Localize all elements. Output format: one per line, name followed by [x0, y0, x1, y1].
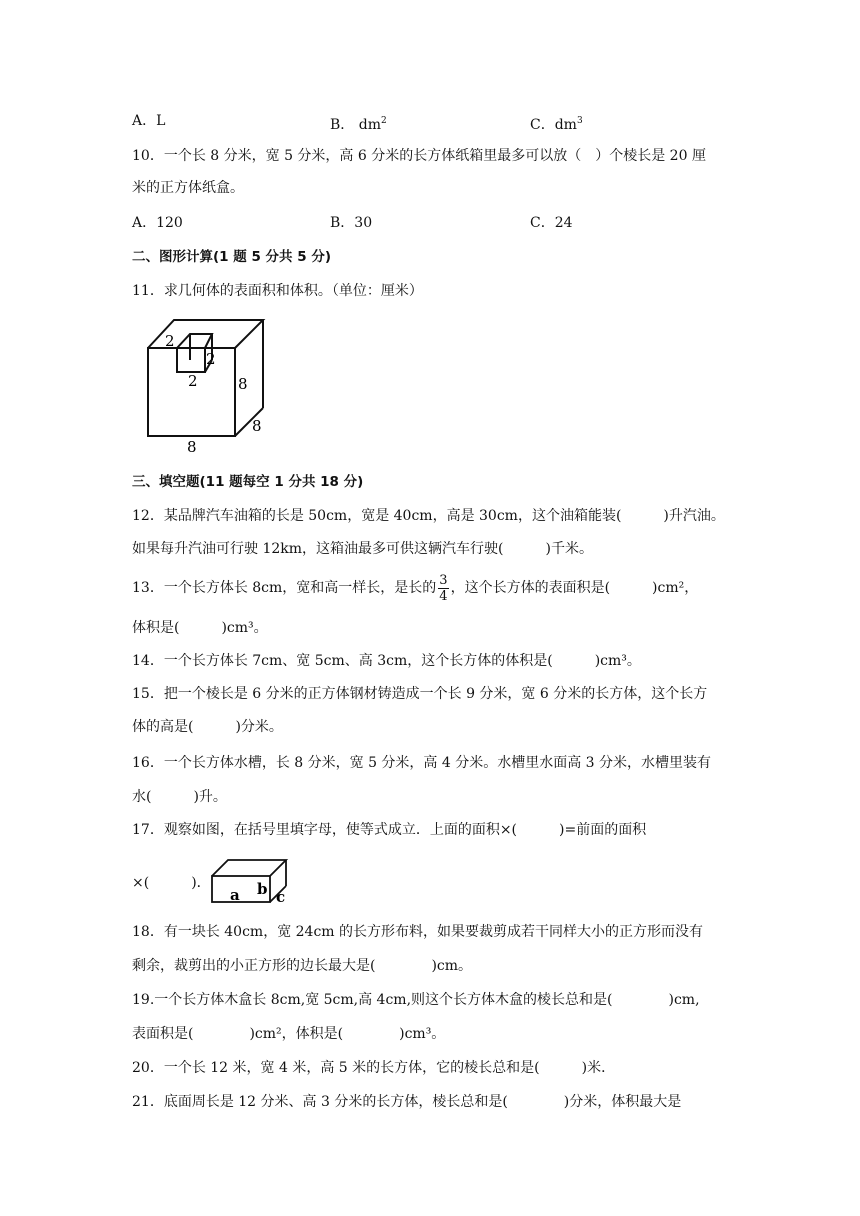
q10-line2: 米的正方体纸盒。	[132, 180, 244, 196]
q17-line2: ×( )．	[132, 875, 211, 891]
q13-fraction	[438, 573, 448, 604]
q10-option-a: A．120	[132, 215, 183, 231]
q13-fraction-numerator: 3	[439, 572, 448, 588]
q9-option-b-exp: 2	[381, 116, 387, 126]
q9-option-a: A．L	[132, 113, 166, 129]
q17-figure	[208, 856, 294, 906]
q13-line1	[132, 571, 698, 605]
q11-label-notch-right: 2	[206, 350, 216, 368]
q17-label-a: a	[230, 886, 240, 904]
q11-figure	[140, 312, 280, 457]
q13-line2: 体积是( )cm³。	[132, 620, 268, 636]
q15-line1: 15．把一个棱长是 6 分米的正方体钢材铸造成一个长 9 分米，宽 6 分米的长方体，这个长方	[132, 686, 708, 702]
section-2-heading: 二、图形计算(1 题 5 分共 5 分)	[132, 249, 332, 265]
q16-line1: 16．一个长方体水槽，长 8 分米，宽 5 分米，高 4 分米。水槽里水面高 3 分米，水槽里装有	[132, 755, 712, 771]
q11-label-width: 8	[187, 438, 197, 456]
q13-text-post: ，这个长方体的表面积是( )cm²，	[450, 580, 699, 596]
q19-line1: 19.一个长方体木盒长 8cm,宽 5cm,高 4cm,则这个长方体木盒的棱长总和是( )cm,	[132, 992, 700, 1008]
q20-text: 20．一个长 12 米，宽 4 米，高 5 米的长方体，它的棱长总和是( )米．	[132, 1060, 616, 1076]
q9-option-b-label: B．	[330, 117, 355, 133]
q18-line1: 18．有一块长 40cm，宽 24cm 的长方形布料，如果要裁剪成若干同样大小的正方形而没有	[132, 924, 704, 940]
q9-option-c	[530, 111, 583, 135]
q11-label-notch-top: 2	[165, 332, 175, 350]
q9-option-b	[330, 111, 387, 135]
q11-label-depth: 8	[252, 417, 262, 435]
q11-text: 11．求几何体的表面积和体积。（单位：厘米）	[132, 283, 423, 299]
q17-label-b: b	[257, 880, 268, 898]
section-3-heading: 三、填空题(11 题每空 1 分共 18 分)	[132, 474, 364, 490]
q9-option-b-unit: dm	[358, 117, 381, 133]
q12-line1: 12．某品牌汽车油箱的长是 50cm，宽是 40cm，高是 30cm，这个油箱能装( )升汽油。	[132, 508, 725, 524]
q21-text: 21．底面周长是 12 分米、高 3 分米的长方体，棱长总和是( )分米，体积最大是	[132, 1094, 682, 1110]
q12-line2: 如果每升汽油可行驶 12km，这箱油最多可供这辆汽车行驶( )千米。	[132, 541, 593, 557]
q15-line2: 体的高是( )分米。	[132, 719, 283, 735]
q13-fraction-denominator: 4	[439, 588, 448, 604]
q14-text: 14．一个长方体长 7cm、宽 5cm、高 3cm，这个长方体的体积是( )cm³。	[132, 653, 641, 669]
q9-option-c-exp: 3	[576, 116, 583, 126]
q19-line2: 表面积是( )cm²，体积是( )cm³。	[132, 1026, 446, 1042]
q18-line2: 剩余，裁剪出的小正方形的边长最大是( )cm。	[132, 958, 473, 974]
q16-line2: 水( )升。	[132, 789, 227, 805]
q10-option-b: B．30	[330, 215, 373, 231]
q10-line1: 10．一个长 8 分米，宽 5 分米，高 6 分米的长方体纸箱里最多可以放（ ）个棱长是 20 厘	[132, 148, 706, 164]
q17-line1: 17．观察如图，在括号里填字母，使等式成立．上面的面积×( )=前面的面积	[132, 822, 647, 838]
q17-label-c: c	[276, 888, 286, 906]
q9-option-c-label: C．dm	[530, 117, 577, 133]
q11-label-notch-bottom: 2	[188, 372, 198, 390]
q11-label-height: 8	[238, 375, 248, 393]
q13-text-pre: 13．一个长方体长 8cm，宽和高一样长，是长的	[132, 580, 437, 596]
q10-option-c: C．24	[530, 215, 573, 231]
